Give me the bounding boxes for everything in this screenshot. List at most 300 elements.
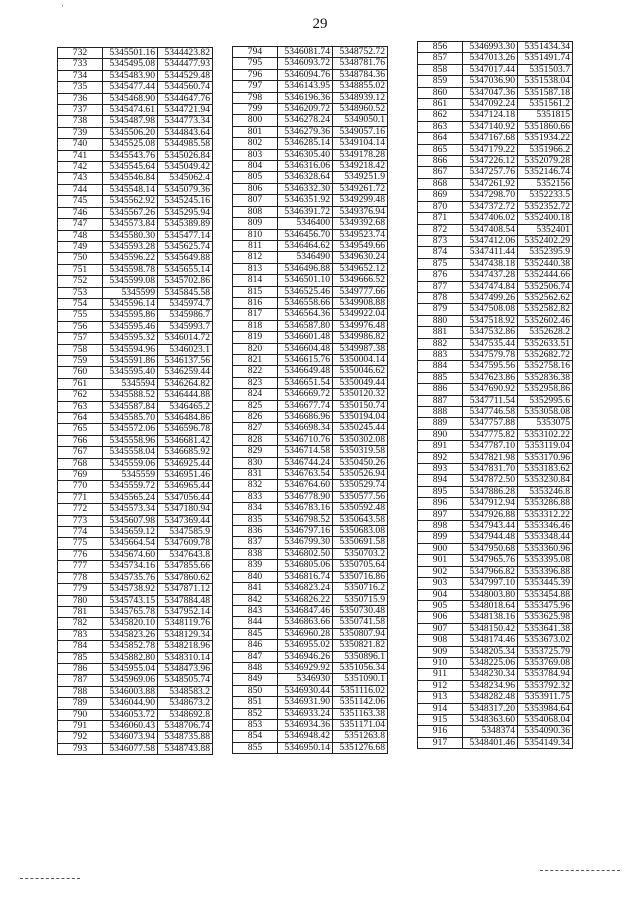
- x-coordinate: 5346993.30: [463, 42, 518, 53]
- table-row: [233, 571, 388, 582]
- x-coordinate: 5346044.90: [103, 698, 158, 709]
- table-row: [418, 338, 573, 349]
- x-coordinate: 5346305.40: [278, 149, 333, 160]
- point-number: 839: [233, 560, 278, 571]
- table-row: [58, 698, 213, 709]
- point-number: 806: [233, 183, 278, 194]
- y-coordinate: 5345049.42: [158, 162, 213, 173]
- point-number: 822: [233, 366, 278, 377]
- y-coordinate: 5349261.72: [333, 183, 388, 194]
- point-number: 858: [418, 64, 463, 75]
- x-coordinate: 5348230.34: [463, 669, 518, 680]
- y-coordinate: 5348960.52: [333, 104, 388, 115]
- point-number: 813: [233, 263, 278, 274]
- point-number: 768: [58, 458, 103, 469]
- x-coordinate: 5347943.44: [463, 521, 518, 532]
- y-coordinate: 5349299.48: [333, 195, 388, 206]
- y-coordinate: 5350716.2: [333, 583, 388, 594]
- x-coordinate: 5345596.14: [103, 298, 158, 309]
- point-number: 842: [233, 594, 278, 605]
- point-number: 784: [58, 641, 103, 652]
- x-coordinate: 5347474.84: [463, 281, 518, 292]
- point-number: 818: [233, 320, 278, 331]
- table-row: [233, 491, 388, 502]
- x-coordinate: 5346863.66: [278, 617, 333, 628]
- y-coordinate: 5353119.04: [518, 441, 573, 452]
- x-coordinate: 5345969.06: [103, 675, 158, 686]
- point-number: 904: [418, 589, 463, 600]
- point-number: 809: [233, 218, 278, 229]
- y-coordinate: 5350004.14: [333, 354, 388, 365]
- point-number: 906: [418, 612, 463, 623]
- point-number: 815: [233, 286, 278, 297]
- point-number: 895: [418, 486, 463, 497]
- x-coordinate: 5346196.36: [278, 92, 333, 103]
- point-number: 881: [418, 327, 463, 338]
- table-row: [418, 235, 573, 246]
- y-coordinate: 5345649.88: [158, 253, 213, 264]
- x-coordinate: 5346930: [278, 674, 333, 685]
- point-number: 795: [233, 58, 278, 69]
- point-number: 866: [418, 156, 463, 167]
- x-coordinate: 5346615.76: [278, 354, 333, 365]
- table-row: [58, 139, 213, 150]
- table-row: [418, 635, 573, 646]
- x-coordinate: 5346143.95: [278, 81, 333, 92]
- y-coordinate: 5346465.2: [158, 401, 213, 412]
- point-number: 871: [418, 213, 463, 224]
- y-coordinate: 5345702.86: [158, 276, 213, 287]
- y-coordinate: 5351171.04: [333, 719, 388, 730]
- point-number: 761: [58, 378, 103, 389]
- point-number: 830: [233, 457, 278, 468]
- y-coordinate: 5345974.7: [158, 298, 213, 309]
- y-coordinate: 5353911.75: [518, 692, 573, 703]
- x-coordinate: 5347926.88: [463, 509, 518, 520]
- table-row: [418, 657, 573, 668]
- y-coordinate: 5353792.32: [518, 680, 573, 691]
- y-coordinate: 5346925.44: [158, 458, 213, 469]
- x-coordinate: 5347257.76: [463, 167, 518, 178]
- point-number: 869: [418, 190, 463, 201]
- x-coordinate: 5346081.74: [278, 47, 333, 58]
- table-row: [58, 150, 213, 161]
- table-row: [233, 685, 388, 696]
- point-number: 785: [58, 652, 103, 663]
- table-row: [418, 361, 573, 372]
- y-coordinate: 5351538.04: [518, 76, 573, 87]
- point-number: 821: [233, 354, 278, 365]
- y-coordinate: 5345245.16: [158, 196, 213, 207]
- x-coordinate: 5346501.10: [278, 275, 333, 286]
- point-number: 884: [418, 361, 463, 372]
- x-coordinate: 5346209.72: [278, 104, 333, 115]
- y-coordinate: 5349376.94: [333, 206, 388, 217]
- table-row: [58, 572, 213, 583]
- point-number: 829: [233, 446, 278, 457]
- y-coordinate: 5345477.14: [158, 230, 213, 241]
- x-coordinate: 5347411.44: [463, 247, 518, 258]
- table-row: [418, 521, 573, 532]
- y-coordinate: 5350319.58: [333, 446, 388, 457]
- point-number: 887: [418, 395, 463, 406]
- table-row: [418, 190, 573, 201]
- y-coordinate: 5349976.48: [333, 320, 388, 331]
- point-number: 909: [418, 646, 463, 657]
- y-coordinate: 5349178.28: [333, 149, 388, 160]
- x-coordinate: 5346316.06: [278, 161, 333, 172]
- point-number: 876: [418, 270, 463, 281]
- point-number: 902: [418, 566, 463, 577]
- x-coordinate: 5347179.22: [463, 144, 518, 155]
- x-coordinate: 5345543.76: [103, 150, 158, 161]
- y-coordinate: 5346681.42: [158, 435, 213, 446]
- point-number: 838: [233, 548, 278, 559]
- table-row: [418, 543, 573, 554]
- table-row: [418, 121, 573, 132]
- table-row: [233, 263, 388, 274]
- point-number: 732: [58, 48, 103, 59]
- point-number: 870: [418, 201, 463, 212]
- table-row: [58, 492, 213, 503]
- x-coordinate: 5346490: [278, 252, 333, 263]
- point-number: 748: [58, 230, 103, 241]
- point-number: 781: [58, 606, 103, 617]
- point-number: 894: [418, 475, 463, 486]
- table-row: [58, 618, 213, 629]
- table-row: [418, 315, 573, 326]
- table-row: [58, 105, 213, 116]
- x-coordinate: 5345506.20: [103, 127, 158, 138]
- y-coordinate: 5352758.16: [518, 361, 573, 372]
- table-row: [233, 332, 388, 343]
- table-row: [418, 441, 573, 452]
- point-number: 766: [58, 435, 103, 446]
- y-coordinate: 5353445.39: [518, 578, 573, 589]
- table-row: [58, 264, 213, 275]
- y-coordinate: 5352506.74: [518, 281, 573, 292]
- x-coordinate: 5345599: [103, 287, 158, 298]
- x-coordinate: 5345595.40: [103, 367, 158, 378]
- x-coordinate: 5346823.24: [278, 583, 333, 594]
- x-coordinate: 5346714.58: [278, 446, 333, 457]
- table-row: [418, 349, 573, 360]
- x-coordinate: 5345495.08: [103, 59, 158, 70]
- table-row: [233, 47, 388, 58]
- y-coordinate: 5353625.98: [518, 612, 573, 623]
- table-row: [233, 126, 388, 137]
- point-number: 800: [233, 115, 278, 126]
- y-coordinate: 5347871.12: [158, 584, 213, 595]
- x-coordinate: 5345501.16: [103, 48, 158, 59]
- table-row: [58, 720, 213, 731]
- y-coordinate: 5348473.96: [158, 663, 213, 674]
- table-row: [233, 446, 388, 457]
- x-coordinate: 5347757.88: [463, 418, 518, 429]
- point-number: 814: [233, 275, 278, 286]
- y-coordinate: 5346264.82: [158, 378, 213, 389]
- table-row: [233, 195, 388, 206]
- y-coordinate: 5350683.08: [333, 526, 388, 537]
- table-row: [58, 162, 213, 173]
- x-coordinate: 5345545.64: [103, 162, 158, 173]
- table-row: [58, 184, 213, 195]
- point-number: 758: [58, 344, 103, 355]
- point-number: 804: [233, 161, 278, 172]
- x-coordinate: 5347532.86: [463, 327, 518, 338]
- x-coordinate: 5346332.30: [278, 183, 333, 194]
- table-row: [233, 583, 388, 594]
- point-number: 775: [58, 538, 103, 549]
- table-row: [233, 366, 388, 377]
- y-coordinate: 5352958.86: [518, 384, 573, 395]
- x-coordinate: 5346464.62: [278, 240, 333, 251]
- y-coordinate: 5346685.92: [158, 447, 213, 458]
- y-coordinate: 5353673.02: [518, 635, 573, 646]
- table-row: [58, 561, 213, 572]
- x-coordinate: 5346950.14: [278, 742, 333, 753]
- x-coordinate: 5346798.52: [278, 514, 333, 525]
- table-row: [233, 172, 388, 183]
- table-row: [418, 110, 573, 121]
- table-row: [418, 76, 573, 87]
- table-row: [58, 287, 213, 298]
- x-coordinate: 5346677.74: [278, 400, 333, 411]
- y-coordinate: 5354068.04: [518, 714, 573, 725]
- x-coordinate: 5346669.72: [278, 389, 333, 400]
- table-row: [233, 115, 388, 126]
- x-coordinate: 5347965.76: [463, 555, 518, 566]
- x-coordinate: 5345765.78: [103, 606, 158, 617]
- y-coordinate: 5350049.44: [333, 377, 388, 388]
- y-coordinate: 5348310.14: [158, 652, 213, 663]
- y-coordinate: 5347855.66: [158, 561, 213, 572]
- x-coordinate: 5348374: [463, 726, 518, 737]
- y-coordinate: 5353312.22: [518, 509, 573, 520]
- table-row: [233, 400, 388, 411]
- point-number: 860: [418, 87, 463, 98]
- x-coordinate: 5345591.86: [103, 355, 158, 366]
- table-row: [233, 594, 388, 605]
- x-coordinate: 5346946.26: [278, 651, 333, 662]
- x-coordinate: 5347775.82: [463, 429, 518, 440]
- y-coordinate: 5346014.72: [158, 333, 213, 344]
- y-coordinate: 5350821.82: [333, 640, 388, 651]
- point-number: 908: [418, 635, 463, 646]
- x-coordinate: 5347831.70: [463, 464, 518, 475]
- point-number: 899: [418, 532, 463, 543]
- y-coordinate: 5347860.62: [158, 572, 213, 583]
- x-coordinate: 5346930.44: [278, 685, 333, 696]
- y-coordinate: 5345625.74: [158, 241, 213, 252]
- point-number: 832: [233, 480, 278, 491]
- x-coordinate: 5347226.12: [463, 156, 518, 167]
- y-coordinate: 5350592.48: [333, 503, 388, 514]
- y-coordinate: 5354090.36: [518, 726, 573, 737]
- point-number: 824: [233, 389, 278, 400]
- x-coordinate: 5345559: [103, 470, 158, 481]
- y-coordinate: 5344773.34: [158, 116, 213, 127]
- y-coordinate: 5347180.94: [158, 504, 213, 515]
- point-number: 896: [418, 498, 463, 509]
- y-coordinate: 5349908.88: [333, 297, 388, 308]
- table-row: [58, 606, 213, 617]
- point-number: 872: [418, 224, 463, 235]
- y-coordinate: 5351090.1: [333, 674, 388, 685]
- table-row: [58, 276, 213, 287]
- table-row: [418, 144, 573, 155]
- y-coordinate: 5350150.74: [333, 400, 388, 411]
- table-row: [58, 641, 213, 652]
- table-row: [233, 548, 388, 559]
- point-number: 885: [418, 372, 463, 383]
- y-coordinate: 5350741.58: [333, 617, 388, 628]
- y-coordinate: 5346137.56: [158, 355, 213, 366]
- point-number: 865: [418, 144, 463, 155]
- point-number: 760: [58, 367, 103, 378]
- point-number: 803: [233, 149, 278, 160]
- y-coordinate: 5352079.28: [518, 156, 573, 167]
- point-number: 880: [418, 315, 463, 326]
- scan-mark: ': [62, 4, 64, 12]
- y-coordinate: 5353346.46: [518, 521, 573, 532]
- point-number: 837: [233, 537, 278, 548]
- point-number: 856: [418, 42, 463, 53]
- table-row: [418, 395, 573, 406]
- point-number: 827: [233, 423, 278, 434]
- x-coordinate: 5347124.18: [463, 110, 518, 121]
- table-row: [233, 69, 388, 80]
- table-row: [418, 578, 573, 589]
- point-number: 888: [418, 407, 463, 418]
- x-coordinate: 5345562.92: [103, 196, 158, 207]
- point-number: 910: [418, 657, 463, 668]
- table-row: [233, 218, 388, 229]
- x-coordinate: 5347508.08: [463, 304, 518, 315]
- y-coordinate: 5353075: [518, 418, 573, 429]
- y-coordinate: 5352400.18: [518, 213, 573, 224]
- x-coordinate: 5345607.98: [103, 515, 158, 526]
- point-number: 845: [233, 628, 278, 639]
- y-coordinate: 5346484.86: [158, 413, 213, 424]
- y-coordinate: 5352401: [518, 224, 573, 235]
- x-coordinate: 5346604.48: [278, 343, 333, 354]
- y-coordinate: 5352995.6: [518, 395, 573, 406]
- x-coordinate: 5345546.84: [103, 173, 158, 184]
- coordinate-table-middle: [232, 46, 388, 754]
- x-coordinate: 5345659.12: [103, 527, 158, 538]
- y-coordinate: 5344529.48: [158, 70, 213, 81]
- x-coordinate: 5345595.86: [103, 310, 158, 321]
- table-row: [418, 178, 573, 189]
- point-number: 903: [418, 578, 463, 589]
- table-row: [233, 457, 388, 468]
- y-coordinate: 5353360.96: [518, 543, 573, 554]
- table-row: [233, 389, 388, 400]
- y-coordinate: 5345655.14: [158, 264, 213, 275]
- table-row: [58, 333, 213, 344]
- table-row: [58, 378, 213, 389]
- table-row: [58, 70, 213, 81]
- y-coordinate: 5347884.48: [158, 595, 213, 606]
- table-row: [233, 662, 388, 673]
- y-coordinate: 5349777.66: [333, 286, 388, 297]
- x-coordinate: 5347535.44: [463, 338, 518, 349]
- point-number: 770: [58, 481, 103, 492]
- y-coordinate: 5344477.93: [158, 59, 213, 70]
- table-row: [233, 503, 388, 514]
- x-coordinate: 5345955.04: [103, 663, 158, 674]
- x-coordinate: 5346525.46: [278, 286, 333, 297]
- table-row: [58, 298, 213, 309]
- point-number: 916: [418, 726, 463, 737]
- x-coordinate: 5345487.98: [103, 116, 158, 127]
- point-number: 825: [233, 400, 278, 411]
- table-row: [418, 464, 573, 475]
- x-coordinate: 5346651.54: [278, 377, 333, 388]
- y-coordinate: 5353246.8: [518, 486, 573, 497]
- x-coordinate: 5347623.86: [463, 372, 518, 383]
- x-coordinate: 5347261.92: [463, 178, 518, 189]
- point-number: 810: [233, 229, 278, 240]
- table-row: [418, 475, 573, 486]
- table-row: [58, 116, 213, 127]
- y-coordinate: 5353454.88: [518, 589, 573, 600]
- point-number: 878: [418, 292, 463, 303]
- x-coordinate: 5346564.36: [278, 309, 333, 320]
- x-coordinate: 5346601.48: [278, 332, 333, 343]
- x-coordinate: 5348401.46: [463, 737, 518, 748]
- table-row: [418, 555, 573, 566]
- table-row: [418, 42, 573, 53]
- table-row: [233, 537, 388, 548]
- table-row: [418, 407, 573, 418]
- table-row: [58, 629, 213, 640]
- x-coordinate: 5346805.06: [278, 560, 333, 571]
- x-coordinate: 5347872.50: [463, 475, 518, 486]
- x-coordinate: 5347013.26: [463, 53, 518, 64]
- point-number: 897: [418, 509, 463, 520]
- table-row: [233, 434, 388, 445]
- y-coordinate: 5350120.32: [333, 389, 388, 400]
- table-row: [233, 252, 388, 263]
- table-row: [58, 93, 213, 104]
- table-row: [418, 486, 573, 497]
- y-coordinate: 5349986.82: [333, 332, 388, 343]
- y-coordinate: 5350716.86: [333, 571, 388, 582]
- y-coordinate: 5350807.94: [333, 628, 388, 639]
- y-coordinate: 5347585.9: [158, 527, 213, 538]
- point-number: 833: [233, 491, 278, 502]
- table-row: [418, 167, 573, 178]
- x-coordinate: 5347944.48: [463, 532, 518, 543]
- y-coordinate: 5351934.22: [518, 133, 573, 144]
- table-row: [58, 652, 213, 663]
- point-number: 777: [58, 561, 103, 572]
- x-coordinate: 5346073.94: [103, 732, 158, 743]
- y-coordinate: 5345389.89: [158, 219, 213, 230]
- x-coordinate: 5347140.92: [463, 121, 518, 132]
- y-coordinate: 5351561.2: [518, 99, 573, 110]
- table-row: [233, 377, 388, 388]
- y-coordinate: 5349630.24: [333, 252, 388, 263]
- x-coordinate: 5347950.68: [463, 543, 518, 554]
- point-number: 863: [418, 121, 463, 132]
- y-coordinate: 5353102.22: [518, 429, 573, 440]
- point-number: 799: [233, 104, 278, 115]
- y-coordinate: 5347609.78: [158, 538, 213, 549]
- point-number: 841: [233, 583, 278, 594]
